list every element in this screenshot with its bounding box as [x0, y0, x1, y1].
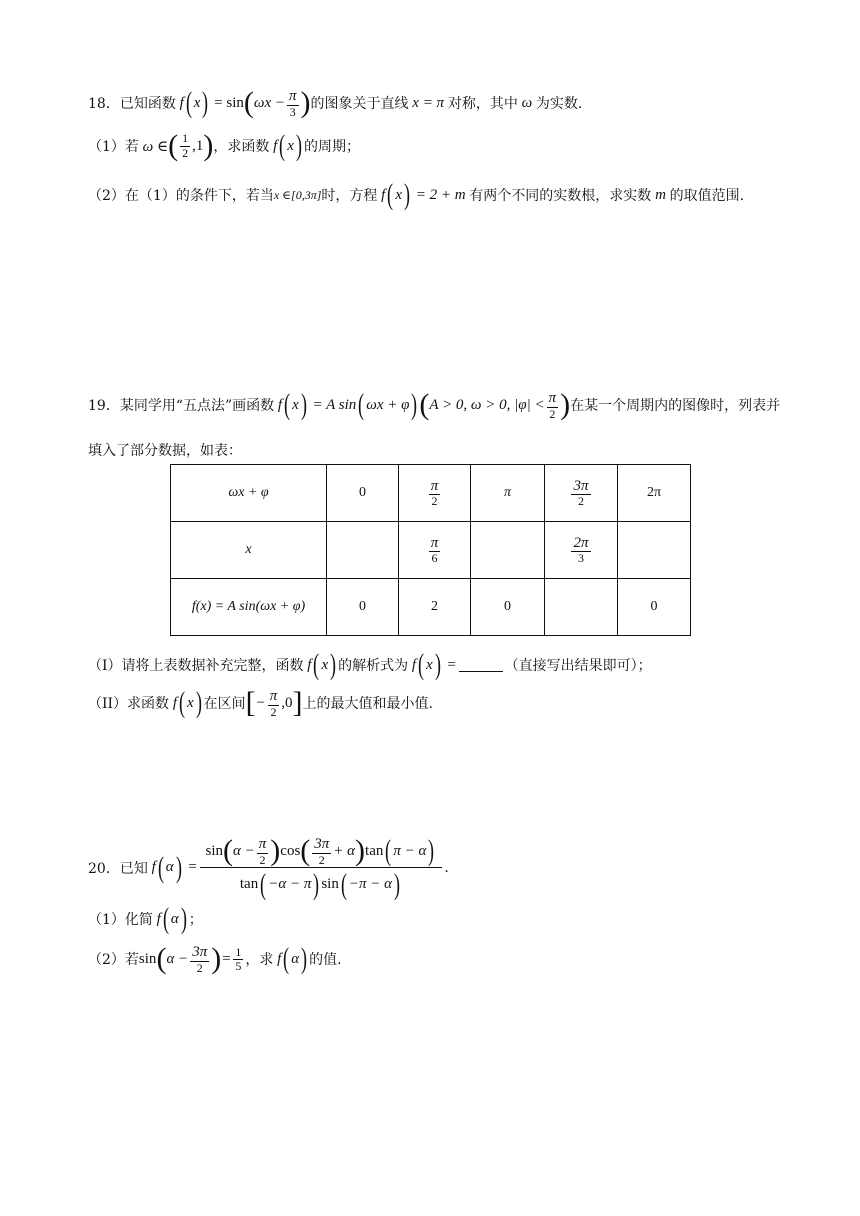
q19-number: 19．: [88, 398, 120, 415]
answer-blank[interactable]: [459, 659, 503, 672]
table-cell: 0: [471, 579, 545, 636]
five-point-table: [170, 464, 691, 636]
q18-number: 18．: [88, 96, 120, 113]
table-cell: f(x) = A sin(ωx + φ): [171, 579, 327, 636]
table-cell: $\frac{2\pi}{3}$: [545, 522, 618, 579]
table-cell: ωx + φ: [171, 465, 327, 522]
q19-part1: （I）请将上表数据补充完整，函数 f ( x ) 的解析式为 f ( x ) = （直接写出结果即可）；: [88, 648, 652, 681]
table-cell: $\frac{\pi}{2}$: [399, 465, 471, 522]
table-cell: 0: [327, 579, 399, 636]
q18-part2: （2）在（1）的条件下，若当 x ∈[0,3π] 时，方程 f ( x ) = 2 + m 有两个不同的实数根，求实数 m 的取值范围.: [88, 178, 745, 211]
q18-part1: （1）若 ω ∈ ( $\frac{1}{2}$ ,1 ) ，求函数 f ( x ) 的周期；: [88, 129, 360, 162]
table-cell: $\frac{3\pi}{2}$: [545, 465, 618, 522]
q20-stem: 20．已知 f ( α ) = sin ( α − $\frac{\pi}{2}$ ) cos ( $\frac{3\pi}{2}$ + α ) tan ( π − α ) tan ( −α − π ) sin ( −π − α ) .: [88, 834, 449, 901]
table-cell: [618, 522, 691, 579]
q19-stem: 19． 某同学用“五点法”画函数 f ( x ) = A sin ( ωx + φ ) ( A > 0, ω > 0, |φ| < $\frac{\pi}{2}$ ) 在某一个周期内的图像时，列表并: [88, 388, 781, 422]
table-cell: 0: [618, 579, 691, 636]
table-row: [171, 465, 691, 522]
q18-stem: 18． 已知函数 f ( x ) = sin ( ωx − $\frac{\pi}{3}$ ) 的图象关于直线 x = π 对称，其中 ω 为实数.: [88, 86, 583, 120]
q19-stem-cont: 填入了部分数据，如表：: [88, 443, 242, 459]
table-cell: [545, 579, 618, 636]
q20-fraction: sin ( α − $\frac{\pi}{2}$ ) cos ( $\frac{3\pi}{2}$ + α ) tan ( π − α ) tan ( −α − π ) sin ( −π − α ): [200, 836, 443, 900]
q20-part1: （1）化简 f ( α ) ；: [88, 902, 203, 935]
table-cell: 2: [399, 579, 471, 636]
table-cell: $\frac{\pi}{6}$: [399, 522, 471, 579]
table-cell: [327, 522, 399, 579]
q20-part2: （2）若 sin ( α − $\frac{3\pi}{2}$ ) = $\frac{1}{5}$ ，求 f ( α ) 的值.: [88, 942, 342, 976]
q19-part2: （II）求函数 f ( x ) 在区间 [ − $\frac{\pi}{2}$ ,0 ] 上的最大值和最小值.: [88, 686, 433, 720]
q20-number: 20．已知: [88, 860, 148, 877]
table-cell: 2π: [618, 465, 691, 522]
table-row: [171, 522, 691, 579]
table-cell: x: [171, 522, 327, 579]
table-cell: 0: [327, 465, 399, 522]
table-cell: π: [471, 465, 545, 522]
table-row: [171, 579, 691, 636]
table-cell: [471, 522, 545, 579]
q18-function: f: [175, 94, 184, 111]
